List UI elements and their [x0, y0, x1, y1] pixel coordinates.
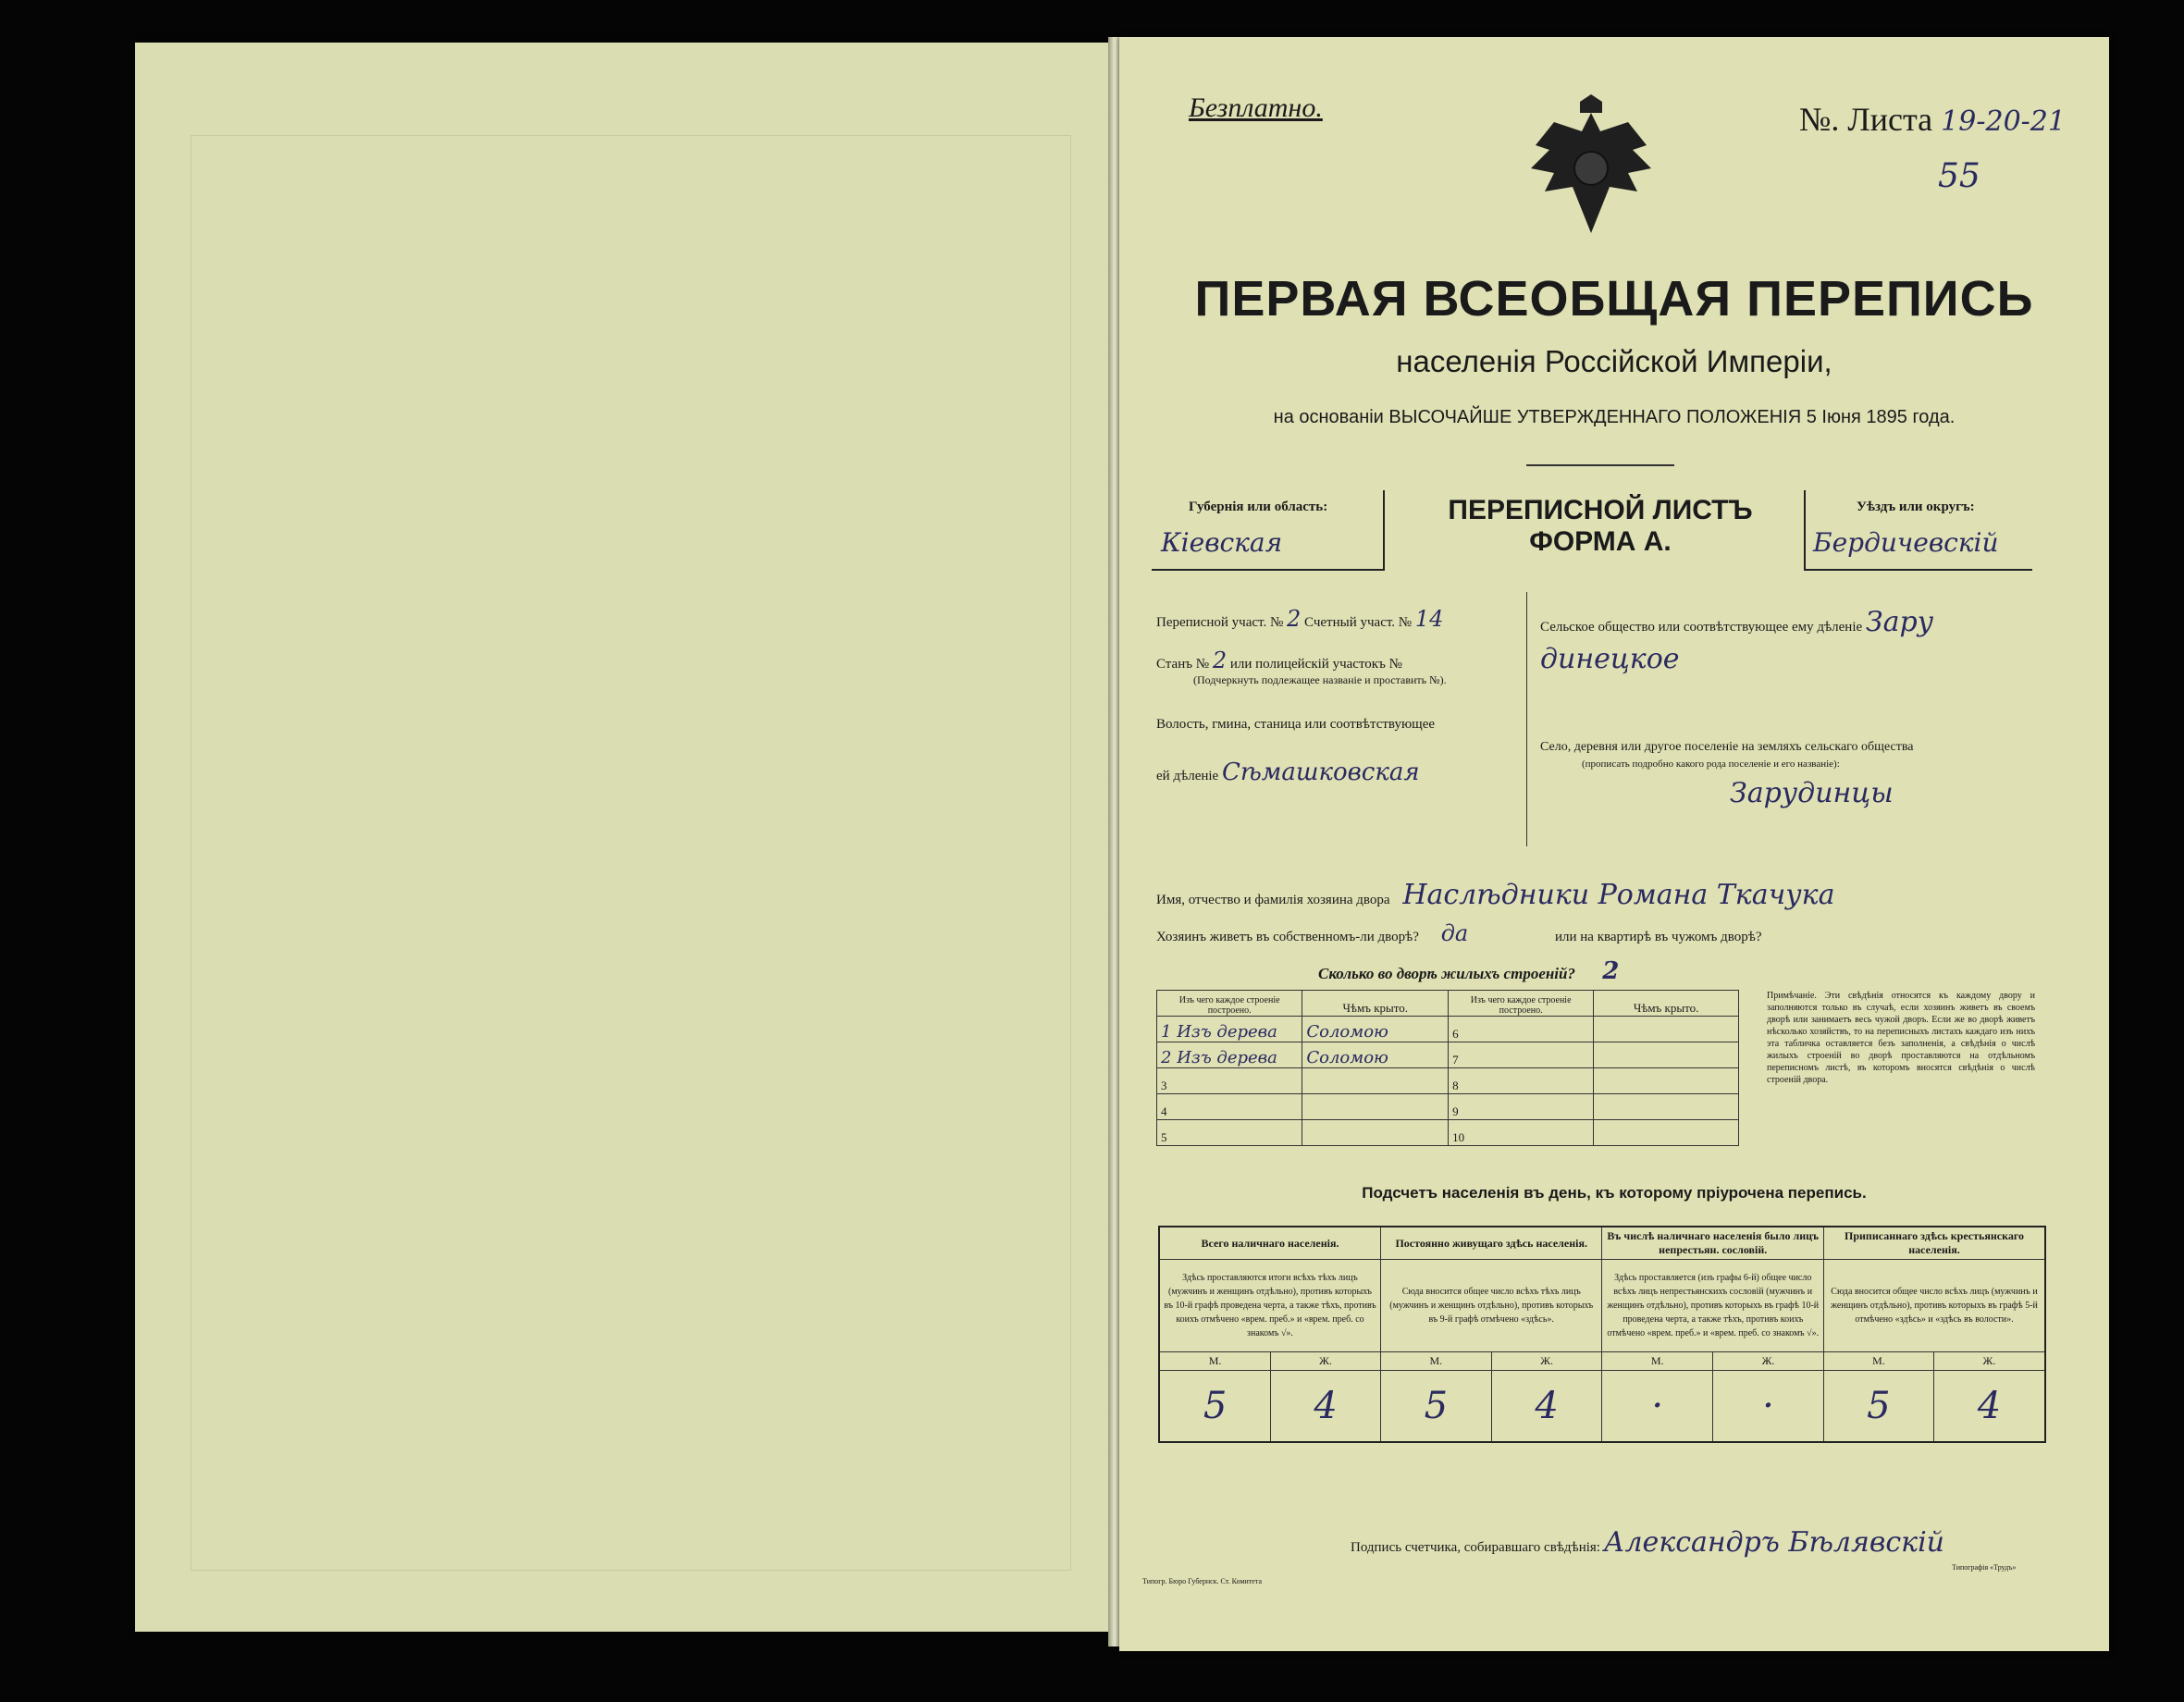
- owner-row: [1156, 879, 1834, 911]
- roof-value: [1302, 1068, 1449, 1094]
- roof-value: [1302, 1094, 1449, 1120]
- population-table: [1158, 1226, 2046, 1443]
- free-label: Безплатно.: [1189, 92, 1323, 123]
- col-roof-left: Чѣмъ крыто.: [1302, 991, 1449, 1017]
- count-area-label: Счетный участ. №: [1304, 615, 1413, 630]
- table-row: [1157, 1017, 1739, 1042]
- district-value: Бердичевскій: [1813, 527, 1999, 558]
- roof-value: [1302, 1120, 1449, 1146]
- material-cell: [1157, 1017, 1302, 1042]
- population-desc-row: [1159, 1260, 2045, 1352]
- bleed-through-grid: [191, 135, 1071, 1571]
- row-number: 8: [1449, 1068, 1594, 1094]
- male-count: 5: [1823, 1371, 1933, 1443]
- material-value: Изъ дерева: [1177, 1022, 1277, 1042]
- buildings-row: [1318, 957, 1619, 985]
- basis-line: на основаніи ВЫСОЧАЙШЕ УТВЕРЖДЕННАГО ПОЛОЖЕНІЯ 5 Іюня 1895 года.: [1273, 407, 1956, 427]
- underline-note: (Подчеркнуть подлежащее названіе и проставить №).: [1193, 673, 1447, 686]
- male-label: М.: [1380, 1352, 1491, 1371]
- population-heading: Подсчетъ населенія въ день, къ которому пріурочена перепись.: [1362, 1184, 1867, 1202]
- table-row: [1157, 1068, 1739, 1094]
- population-values-row: [1159, 1371, 2045, 1443]
- male-label: М.: [1823, 1352, 1933, 1371]
- printer-left: Типогр. Бюро Губернск. Ст. Комитета: [1142, 1577, 1262, 1585]
- volost-value: Сѣмашковская: [1221, 758, 1420, 786]
- community-row: [1540, 606, 1933, 638]
- row-number: 4: [1157, 1094, 1302, 1120]
- sub-title: населенія Россійской Имперіи,: [1396, 344, 1832, 378]
- stan-label: Станъ №: [1156, 657, 1210, 672]
- row-number: 9: [1449, 1094, 1594, 1120]
- printer-right: Типографія «Трудъ»: [1952, 1563, 2017, 1572]
- owner-label: Имя, отчество и фамилія хозяина двора: [1156, 893, 1390, 907]
- lives-own-label: Хозяинъ живетъ въ собственномъ-ли дворѣ?: [1156, 930, 1419, 944]
- village-value: Зарудинцы: [1730, 777, 1894, 809]
- rent-label: или на квартирѣ въ чужомъ дворѣ?: [1554, 930, 1762, 944]
- signature-label: Подпись счетчика, собиравшаго свѣдѣнія:: [1351, 1540, 1600, 1555]
- count-area-value: 14: [1414, 606, 1444, 632]
- roof-value: [1594, 1042, 1739, 1068]
- female-count: ·: [1712, 1371, 1823, 1443]
- village-label: Село, деревня или другое поселеніе на земляхъ сельскаго общества: [1540, 740, 1914, 754]
- district-box: [1804, 490, 2032, 571]
- population-sex-row: [1159, 1352, 2045, 1371]
- column-divider: [1526, 592, 1527, 846]
- buildings-value: 2: [1602, 957, 1620, 985]
- female-label: Ж.: [1271, 1352, 1381, 1371]
- police-label: или полицейскій участокъ №: [1229, 657, 1402, 672]
- male-count: 5: [1380, 1371, 1491, 1443]
- table-row: [1157, 1120, 1739, 1146]
- group-title: Постоянно живущаго здѣсь населенія.: [1380, 1227, 1602, 1260]
- col-material-right: Изъ чего каждое строеніе построено.: [1449, 991, 1594, 1017]
- material-cell: [1157, 1042, 1302, 1068]
- female-label: Ж.: [1491, 1352, 1602, 1371]
- volost-label-2: ей дѣленіе: [1156, 769, 1219, 783]
- community-value-1: Зару: [1865, 606, 1934, 638]
- census-area-label: Переписной участ. №: [1156, 615, 1284, 630]
- row-number: 1: [1161, 1022, 1172, 1042]
- table-row: [1157, 1042, 1739, 1068]
- signature-row: [1351, 1526, 1944, 1559]
- sheet-handwritten-number: 55: [1938, 157, 1980, 195]
- roof-value: [1594, 1120, 1739, 1146]
- group-desc: Сюда вносится общее число всѣхъ тѣхъ лицъ (мужчинъ и женщинъ отдѣльно), противъ которыхъ въ 9-й графѣ отмѣчено «здѣсь».: [1380, 1260, 1602, 1352]
- signature-value: Александръ Бѣлявскій: [1603, 1526, 1944, 1559]
- female-label: Ж.: [1933, 1352, 2045, 1371]
- census-area-value: 2: [1287, 606, 1302, 632]
- material-value: Изъ дерева: [1177, 1048, 1277, 1067]
- group-desc: Здѣсь проставляются итоги всѣхъ тѣхъ лицъ (мужчинъ и женщинъ отдѣльно), противъ которыхъ въ 10-й графѣ проведена черта, а также тѣхъ, противъ коихъ отмѣчено «врем. преб.» и «врем. преб. со знакомъ √».: [1159, 1260, 1380, 1352]
- census-form-page: [1119, 37, 2109, 1651]
- group-desc: Здѣсь проставляется (изъ графы 6-й) общее число всѣхъ лицъ непрестьянскихъ сословій (мужчинъ и женщинъ отдѣльно), противъ которыхъ въ графѣ 10-й проведена черта, а также тѣхъ, противъ коихъ отмѣчено «врем. преб.» и «врем. преб. со знакомъ √».: [1602, 1260, 1823, 1352]
- main-title: ПЕРВАЯ ВСЕОБЩАЯ ПЕРЕПИСЬ: [1194, 271, 2034, 327]
- sheet-label: №. Листа: [1799, 101, 1933, 138]
- volost-row: [1156, 758, 1420, 786]
- row-number: 10: [1449, 1120, 1594, 1146]
- group-title: Всего наличнаго населенія.: [1159, 1227, 1380, 1260]
- female-count: 4: [1271, 1371, 1381, 1443]
- province-label: Губернія или область:: [1189, 500, 1328, 514]
- village-note: (прописать подробно какого рода поселеніе и его названіе):: [1582, 758, 1840, 770]
- group-title: Въ числѣ наличнаго населенія было лицъ непрестьян. сословій.: [1602, 1227, 1823, 1260]
- volost-label-1: Волость, гмина, станица или соотвѣтствующее: [1156, 717, 1436, 732]
- form-title-line1: ПЕРЕПИСНОЙ ЛИСТЪ: [1448, 495, 1753, 525]
- district-label: Уѣздъ или округъ:: [1857, 500, 1975, 514]
- form-title: [1397, 495, 1804, 558]
- male-count: 5: [1159, 1371, 1271, 1443]
- buildings-table: [1156, 990, 1739, 1146]
- group-title: Приписаннаго здѣсь крестьянскаго населенія.: [1823, 1227, 2045, 1260]
- stan-row: [1156, 648, 1402, 673]
- roof-value: Соломою: [1302, 1017, 1449, 1042]
- row-number: 5: [1157, 1120, 1302, 1146]
- group-desc: Сюда вносится общее число всѣхъ лицъ (мужчинъ и женщинъ отдѣльно), противъ которыхъ въ графѣ 5-й отмѣчено «здѣсь» и «здѣсь въ волости».: [1823, 1260, 2045, 1352]
- male-count: ·: [1602, 1371, 1713, 1443]
- female-count: 4: [1491, 1371, 1602, 1443]
- col-material-left: Изъ чего каждое строеніе построено.: [1157, 991, 1302, 1017]
- sheet-numbers: 19-20-21: [1941, 105, 2066, 138]
- row-number: 6: [1449, 1017, 1594, 1042]
- buildings-label: Сколько во дворѣ жилыхъ строеній?: [1318, 965, 1575, 982]
- community-label: Сельское общество или соотвѣтствующее ему дѣленіе: [1540, 620, 1863, 635]
- female-label: Ж.: [1712, 1352, 1823, 1371]
- buildings-note: Примѣчаніе. Эти свѣдѣнія относятся къ каждому двору и заполняются только въ случаѣ, если хозяинъ живетъ въ своемъ дворѣ или занимаетъ весь чужой дворъ. Если же во дворѣ живетъ нѣсколько хозяйствъ, то на переписныхъ листахъ каждаго изъ нихъ эта табличка оставляется безъ заполненія, а свѣдѣнія о числѣ жилыхъ строеній во дворѣ проставляются на отдѣльномъ переписномъ листѣ, въ которомъ вносятся свѣдѣнія о числѣ строеній двора.: [1767, 991, 2035, 1085]
- province-value: Кіевская: [1161, 527, 1283, 558]
- roof-value: [1594, 1094, 1739, 1120]
- population-title-row: [1159, 1227, 2045, 1260]
- row-number: 3: [1157, 1068, 1302, 1094]
- male-label: М.: [1602, 1352, 1713, 1371]
- stan-value: 2: [1212, 648, 1228, 673]
- roof-value: Соломою: [1302, 1042, 1449, 1068]
- residence-row: [1156, 920, 1762, 946]
- sheet-number-label: [1799, 100, 2066, 139]
- census-area-row: [1156, 606, 1443, 632]
- community-value-2: динецкое: [1540, 643, 1680, 675]
- row-number: 2: [1161, 1048, 1172, 1067]
- table-row: [1157, 1094, 1739, 1120]
- male-label: М.: [1159, 1352, 1271, 1371]
- roof-value: [1594, 1068, 1739, 1094]
- province-box: [1152, 490, 1385, 571]
- roof-value: [1594, 1017, 1739, 1042]
- col-roof-right: Чѣмъ крыто.: [1594, 991, 1739, 1017]
- left-page: [135, 43, 1108, 1632]
- ornament-divider: [1526, 464, 1674, 466]
- buildings-header-row: [1157, 991, 1739, 1017]
- row-number: 7: [1449, 1042, 1594, 1068]
- form-title-line2: ФОРМА А.: [1529, 526, 1672, 557]
- lives-own-value: да: [1440, 920, 1469, 946]
- imperial-eagle-emblem: [1517, 94, 1665, 252]
- owner-value: Наслѣдники Романа Ткачука: [1402, 879, 1835, 911]
- female-count: 4: [1933, 1371, 2045, 1443]
